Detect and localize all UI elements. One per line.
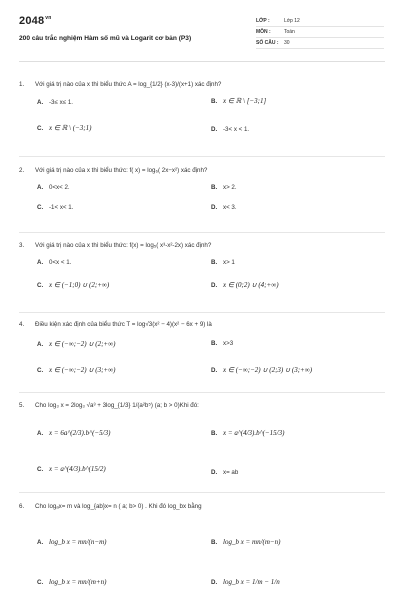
question-divider	[19, 392, 385, 393]
question-2	[19, 167, 389, 222]
page-title: 200 câu trắc nghiệm Hàm số mũ và Logarit cơ bản (P3)	[19, 35, 192, 42]
question-divider	[19, 156, 385, 157]
option-label: A.	[37, 99, 44, 106]
question-number: 2.	[19, 167, 25, 174]
question-divider	[19, 232, 385, 233]
option-label: C.	[37, 579, 44, 586]
meta-key: LỚP :	[256, 18, 270, 24]
meta-value: Toán	[284, 29, 295, 35]
option-label: B.	[211, 430, 218, 437]
option-text: x = 6a^(2/3).b^(−5/3)	[49, 429, 111, 437]
option-label: C.	[37, 466, 44, 473]
option-d[interactable]	[211, 578, 280, 586]
option-d[interactable]	[211, 281, 279, 289]
option-text: x ∈ (−∞;−2) ∪ (2;+∞)	[49, 340, 116, 348]
question-number: 1.	[19, 81, 25, 88]
question-number: 5.	[19, 402, 25, 409]
option-c[interactable]	[37, 465, 106, 473]
option-text: x> 2.	[223, 184, 237, 191]
option-label: C.	[37, 204, 44, 211]
meta-info	[256, 16, 384, 49]
option-text: -1< x< 1.	[49, 204, 74, 211]
brand-name: 2048	[19, 15, 45, 27]
option-text: -3≤ x≤ 1.	[49, 99, 73, 106]
option-text: x = a^(4/3).b^(15/2)	[49, 465, 106, 473]
option-label: A.	[37, 184, 44, 191]
option-text: x ∈ (−∞;−2) ∪ (3;+∞)	[49, 366, 116, 374]
option-text: x ∈ (−1;0) ∪ (2;+∞)	[49, 281, 110, 289]
option-label: A.	[37, 539, 44, 546]
question-text: Cho logₐx= m và log_{ab}x= n ( a; b> 0) . Khi đó log_bx bằng	[35, 503, 202, 510]
question-text: Với giá trị nào của x thì biểu thức: f( x) = log₆( 2x−x²) xác định?	[35, 167, 208, 174]
brand-logo[interactable]	[19, 15, 52, 27]
meta-key: SỐ CÂU :	[256, 40, 279, 46]
question-3	[19, 242, 389, 303]
meta-row-subject	[256, 27, 384, 38]
meta-row-class	[256, 16, 384, 27]
option-label: A.	[37, 259, 44, 266]
option-label: B.	[211, 98, 218, 105]
option-d[interactable]	[211, 366, 312, 374]
option-c[interactable]	[37, 578, 106, 586]
option-label: D.	[211, 367, 218, 374]
question-number: 3.	[19, 242, 25, 249]
option-c[interactable]	[37, 281, 109, 289]
option-text: log_b x = mn/(n−m)	[49, 538, 107, 546]
option-label: A.	[37, 341, 44, 348]
option-b[interactable]	[211, 97, 266, 105]
meta-key: MÔN :	[256, 29, 271, 35]
option-b[interactable]	[211, 259, 235, 266]
option-c[interactable]	[37, 124, 91, 132]
option-text: x>3	[223, 340, 234, 347]
option-b[interactable]	[211, 429, 284, 437]
option-text: 0<x< 2.	[49, 184, 70, 191]
option-text: log_b x = mn/(m+n)	[49, 578, 107, 586]
option-b[interactable]	[211, 538, 280, 546]
option-label: D.	[211, 282, 218, 289]
option-d[interactable]	[211, 469, 238, 476]
question-5	[19, 402, 389, 487]
option-label: D.	[211, 579, 218, 586]
option-label: D.	[211, 126, 218, 133]
option-d[interactable]	[211, 204, 237, 211]
option-label: B.	[211, 539, 218, 546]
brand-suffix: vn	[45, 15, 52, 22]
question-number: 4.	[19, 321, 25, 328]
meta-row-count	[256, 38, 384, 49]
option-label: A.	[37, 430, 44, 437]
question-6	[19, 503, 389, 598]
option-label: C.	[37, 367, 44, 374]
question-text: Điều kiện xác định của biểu thức T = log√3(x² − 4)(x² − 6x + 9) là	[35, 321, 212, 328]
option-d[interactable]	[211, 126, 249, 133]
option-text: x ∈ (−∞;−2) ∪ (2;3) ∪ (3;+∞)	[223, 366, 313, 374]
question-1	[19, 81, 389, 140]
meta-value: Lớp 12	[284, 18, 300, 24]
question-text: Với giá trị nào của x thì biểu thức A = log_{1/2} (x-3)/(x+1) xác định?	[35, 81, 222, 88]
option-text: 0<x < 1.	[49, 259, 72, 266]
option-label: B.	[211, 184, 218, 191]
option-label: C.	[37, 125, 44, 132]
option-text: x= ab	[223, 469, 239, 476]
option-text: x> 1	[223, 259, 235, 266]
option-c[interactable]	[37, 366, 115, 374]
option-b[interactable]	[211, 340, 233, 347]
option-text: x = a^(4/3).b^(−15/3)	[223, 429, 285, 437]
option-a[interactable]	[37, 184, 70, 191]
option-a[interactable]	[37, 538, 106, 546]
question-number: 6.	[19, 503, 25, 510]
header-divider	[19, 61, 385, 62]
option-a[interactable]	[37, 99, 73, 106]
question-text: Với giá trị nào của x thì biểu thức: f(x) = log₅( x³-x²-2x) xác định?	[35, 242, 212, 249]
question-4	[19, 321, 389, 386]
option-text: -3< x < 1.	[223, 126, 250, 133]
option-text: log_b x = 1/m − 1/n	[223, 578, 280, 586]
meta-value: 30	[284, 40, 290, 46]
option-text: x ∈ ℝ \ [−3;1]	[223, 97, 267, 105]
option-b[interactable]	[211, 184, 237, 191]
option-c[interactable]	[37, 204, 73, 211]
option-text: x ∈ (0;2) ∪ (4;+∞)	[223, 281, 279, 289]
question-divider	[19, 492, 385, 493]
option-label: D.	[211, 204, 218, 211]
option-text: x< 3.	[223, 204, 237, 211]
option-text: log_b x = mn/(m−n)	[223, 538, 281, 546]
option-label: B.	[211, 259, 218, 266]
option-a[interactable]	[37, 259, 71, 266]
option-text: x ∈ ℝ \ (−3;1)	[49, 124, 92, 132]
question-text: Cho log₃ x = 2log₃ √a³ + 3log_{1/3} 1/(a²b⁵) (a; b > 0)Khi đó:	[35, 402, 199, 409]
option-label: D.	[211, 469, 218, 476]
option-label: C.	[37, 282, 44, 289]
option-label: B.	[211, 340, 218, 347]
question-divider	[19, 312, 385, 313]
option-a[interactable]	[37, 429, 110, 437]
option-a[interactable]	[37, 340, 115, 348]
